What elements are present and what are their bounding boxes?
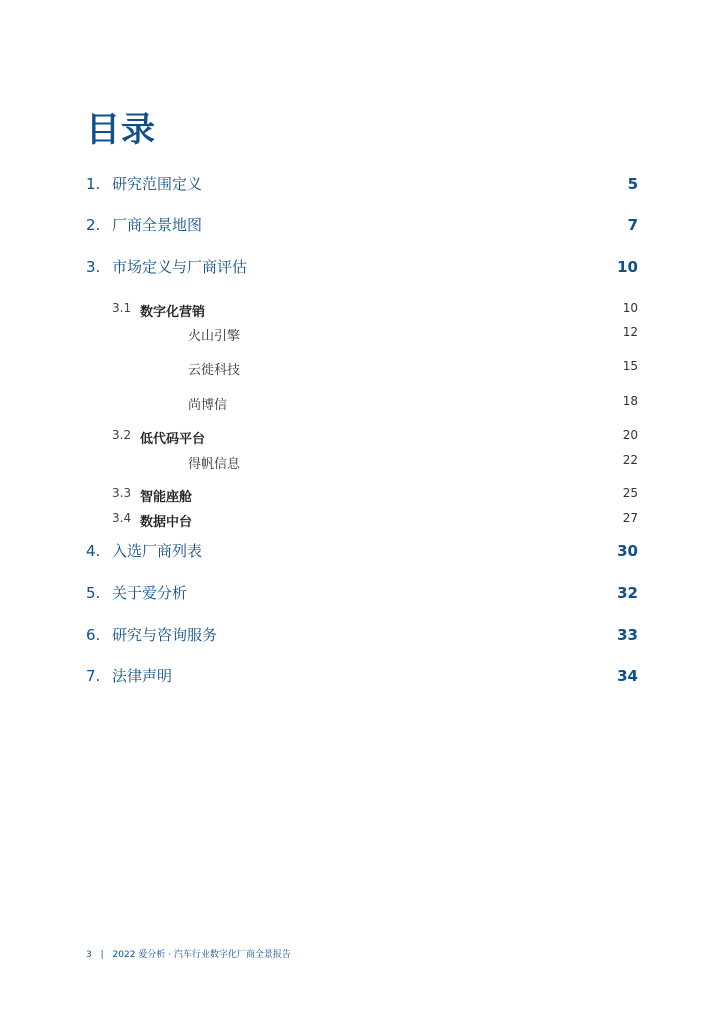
toc-subentry[interactable]: [86, 453, 638, 472]
toc-entry-label: 研究范围定义: [112, 175, 203, 193]
toc-entry[interactable]: [86, 582, 638, 603]
toc-entry-page: 34: [617, 667, 638, 685]
toc-entry-page: 5: [627, 175, 638, 193]
toc-subentry-page: 10: [622, 301, 638, 315]
toc-subentry-label: 火山引擎: [188, 329, 241, 344]
toc-entry-label: 厂商全景地图: [112, 216, 203, 234]
toc-entry-label: 关于爱分析: [112, 584, 188, 602]
toc-subentry-number: 3.1: [112, 301, 132, 315]
toc-subentry-page: 18: [622, 394, 638, 408]
toc-subentry-page: 25: [622, 486, 638, 500]
toc-title: 目录: [86, 110, 156, 150]
toc-subentry-label: 云徙科技: [188, 363, 241, 378]
toc-entry-page: 32: [617, 584, 638, 602]
toc-entry[interactable]: [86, 214, 638, 235]
toc-subentry[interactable]: [86, 486, 638, 505]
footer-report-title: 2022 爱分析 · 汽车行业数字化厂商全景报告: [112, 950, 291, 960]
toc-entry-page: 7: [627, 216, 638, 234]
toc-subentry-label: 得帆信息: [188, 457, 241, 472]
toc-subentry-label: 低代码平台: [140, 432, 206, 447]
toc-entry-number: 7.: [86, 667, 101, 685]
toc-subentry-number: 3.3: [112, 486, 132, 500]
toc-subentry-label: 数字化营销: [140, 305, 206, 320]
toc-entry-number: 2.: [86, 216, 101, 234]
toc-entry-label: 市场定义与厂商评估: [112, 258, 248, 276]
toc-subentry-page: 22: [622, 453, 638, 467]
toc-entry[interactable]: [86, 256, 638, 277]
toc-subentry[interactable]: [86, 325, 638, 344]
toc-entry-page: 33: [617, 626, 638, 644]
toc-entry-page: 30: [617, 542, 638, 560]
page-footer: [86, 947, 297, 960]
toc-subentry-label: 尚博信: [188, 398, 228, 413]
toc-entry[interactable]: [86, 173, 638, 194]
toc-entry-number: 6.: [86, 626, 101, 644]
toc-subentry-page: 15: [622, 359, 638, 373]
toc-entry-page: 10: [617, 258, 638, 276]
footer-separator: |: [100, 950, 104, 960]
toc-entry-number: 5.: [86, 584, 101, 602]
toc-entry-number: 4.: [86, 542, 101, 560]
toc-entry-label: 入选厂商列表: [112, 542, 203, 560]
toc-subentry-page: 12: [622, 325, 638, 339]
toc-entry-number: 3.: [86, 258, 101, 276]
toc-subentry-page: 20: [622, 428, 638, 442]
toc-subentry[interactable]: [86, 394, 638, 413]
toc-subentry-label: 数据中台: [140, 515, 193, 530]
toc-subentry-number: 3.2: [112, 428, 132, 442]
toc-subentry[interactable]: [86, 511, 638, 530]
toc-entry[interactable]: [86, 624, 638, 645]
toc-subentry-label: 智能座舱: [140, 490, 193, 505]
toc-subentry-page: 27: [622, 511, 638, 525]
toc-entry-number: 1.: [86, 175, 101, 193]
toc-subentry[interactable]: [86, 428, 638, 447]
toc-subentry[interactable]: [86, 301, 638, 320]
toc-entry-label: 研究与咨询服务: [112, 626, 218, 644]
footer-page-number: 3: [86, 950, 92, 960]
toc-subentry[interactable]: [86, 359, 638, 378]
toc-entry-label: 法律声明: [112, 667, 173, 685]
toc-entry[interactable]: [86, 540, 638, 561]
toc-entry[interactable]: [86, 665, 638, 686]
toc-subentry-number: 3.4: [112, 511, 132, 525]
